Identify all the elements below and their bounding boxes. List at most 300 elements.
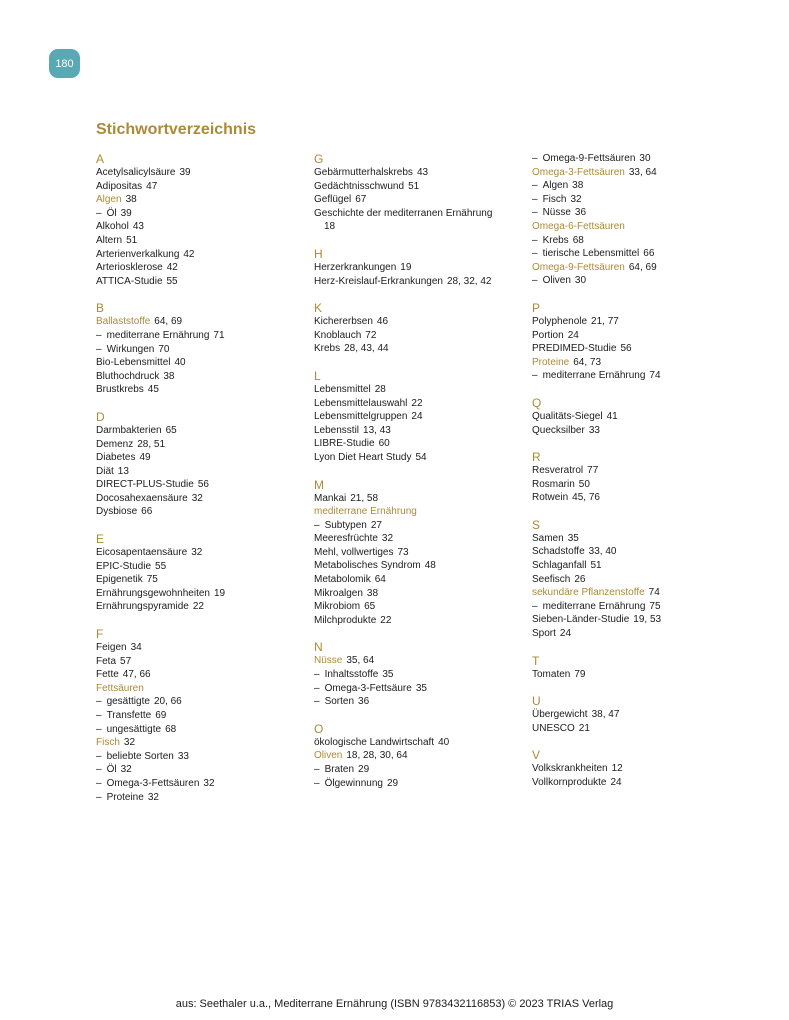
entry-term: Omega-3-Fettsäure — [324, 682, 412, 694]
section-letter: L — [314, 368, 321, 383]
index-subentry — [314, 695, 534, 709]
entry-pages: 65 — [165, 424, 177, 436]
entry-pages: 42 — [183, 248, 195, 260]
entry-term: Bio-Lebensmittel — [96, 357, 171, 369]
entry-term: Lebensmittelauswahl — [314, 397, 408, 409]
entry-pages: 29 — [358, 764, 370, 775]
entry-pages: 36 — [574, 207, 587, 219]
entry-pages: 27 — [370, 519, 382, 531]
index-subentry — [96, 723, 316, 737]
index-entry — [314, 180, 534, 194]
entry-pages: 35 — [415, 682, 427, 694]
entry-term: mediterrane Ernährung — [314, 506, 417, 518]
entry-pages: 56 — [620, 343, 632, 355]
entry-pages: 19, 53 — [633, 614, 662, 626]
entry-term: Metabolomik — [314, 574, 371, 586]
section-letter: G — [314, 152, 324, 166]
entry-pages: 13, 43 — [363, 424, 391, 436]
entry-pages: 26 — [574, 573, 586, 585]
section-letter: T — [532, 653, 540, 668]
index-entry — [314, 587, 534, 601]
entry-pages: 32 — [123, 737, 136, 749]
entry-term: ATTICA-Studie — [96, 275, 163, 287]
index-entry — [532, 762, 752, 776]
index-subentry — [314, 777, 534, 791]
index-entry — [96, 275, 316, 289]
footer-citation: aus: Seethaler u.a., Mediterrane Ernährung (ISBN 9783432116853) © 2023 TRIAS Verlag — [175, 998, 614, 1010]
section-letter: R — [532, 450, 541, 465]
subentry-dash: – — [314, 696, 320, 708]
index-subentry — [96, 763, 316, 777]
entry-term: Subtypen — [324, 519, 367, 531]
entry-term: Arterienverkalkung — [96, 248, 180, 260]
index-subentry — [532, 600, 752, 614]
index-entry — [314, 275, 534, 289]
entry-pages: 68 — [165, 723, 177, 735]
index-section — [532, 396, 752, 437]
index-section — [532, 450, 752, 505]
index-entry — [532, 627, 752, 641]
index-entry — [96, 573, 316, 587]
index-subentry — [96, 750, 316, 764]
subentry-dash: – — [96, 710, 102, 721]
entry-term: Braten — [324, 764, 355, 775]
entry-pages: 28 — [374, 383, 386, 395]
entry-term: sekundäre Pflanzenstoffe — [532, 587, 645, 599]
index-subentry — [532, 234, 752, 248]
index-entry — [96, 248, 316, 262]
index-entry — [96, 560, 316, 574]
entry-pages: 18, 28, 30, 64 — [346, 750, 408, 762]
index-entry — [314, 424, 534, 438]
index-entry — [532, 668, 752, 682]
index-entry — [314, 166, 534, 180]
index-entry — [532, 261, 752, 275]
entry-pages: 55 — [166, 275, 178, 287]
entry-term: ökologische Landwirtschaft — [314, 736, 435, 748]
index-entry — [532, 315, 752, 329]
index-entry — [314, 315, 534, 329]
entry-term: EPIC-Studie — [96, 560, 152, 572]
entry-pages: 64, 69 — [628, 261, 657, 273]
index-entry — [532, 464, 752, 478]
entry-pages: 60 — [378, 438, 390, 450]
section-letter: F — [96, 627, 104, 642]
entry-pages: 55 — [155, 560, 167, 572]
entry-term: Lebensmittelgruppen — [314, 411, 408, 423]
index-entry — [532, 586, 752, 600]
entry-term: Oliven — [314, 750, 343, 762]
entry-term: Bluthochdruck — [96, 370, 160, 382]
entry-term: Nüsse — [542, 207, 571, 219]
subentry-dash: – — [96, 750, 102, 762]
entry-term: Proteine — [106, 791, 144, 803]
entry-term: Mankai — [314, 492, 347, 504]
index-section — [96, 301, 316, 397]
index-entry — [96, 424, 316, 438]
index-entry — [314, 614, 534, 628]
index-entry — [96, 587, 316, 601]
entry-pages: 33, 64 — [628, 166, 657, 178]
index-subentry — [314, 519, 534, 533]
entry-term: Acetylsalicylsäure — [96, 167, 176, 178]
subentry-dash: – — [314, 519, 320, 531]
index-entry — [314, 261, 534, 275]
entry-pages: 24 — [559, 628, 572, 640]
entry-pages: 20, 66 — [153, 696, 182, 708]
entry-term: PREDIMED-Studie — [532, 343, 617, 355]
entry-pages: 33 — [588, 424, 600, 436]
index-entry — [314, 410, 534, 424]
entry-pages: 46 — [376, 316, 389, 328]
section-letter: K — [314, 301, 323, 316]
subentry-dash: – — [532, 600, 538, 612]
entry-term: Fette — [96, 669, 119, 681]
index-entry — [96, 600, 316, 614]
entry-term: Fisch — [542, 193, 567, 205]
page-title: Stichwortverzeichnis — [96, 121, 257, 138]
index-entry — [96, 261, 316, 275]
entry-pages: 29 — [386, 777, 399, 789]
entry-term: Gedächtnisschwund — [314, 180, 405, 192]
entry-pages: 39 — [179, 167, 191, 178]
section-letter: V — [532, 748, 541, 763]
index-section — [314, 640, 534, 708]
entry-term: Mikroalgen — [314, 587, 363, 599]
index-entry — [314, 573, 534, 587]
entry-term: Polyphenole — [532, 315, 588, 327]
entry-term: Seefisch — [532, 573, 571, 585]
index-section — [96, 152, 316, 288]
entry-term: Ballaststoffe — [96, 316, 151, 328]
index-entry — [314, 207, 534, 221]
entry-pages: 74 — [648, 587, 660, 599]
entry-pages: 39 — [120, 207, 132, 219]
index-entry — [314, 654, 534, 668]
entry-pages: 75 — [146, 574, 158, 586]
index-entry — [96, 682, 316, 696]
entry-term: Metabolisches Syndrom — [314, 560, 421, 572]
entry-pages: 49 — [139, 452, 151, 464]
index-section — [532, 748, 752, 789]
index-subentry — [532, 193, 752, 207]
entry-pages: 65 — [364, 601, 376, 613]
entry-term: Brustkrebs — [96, 384, 144, 396]
index-entry — [96, 438, 316, 452]
entry-term: Rosmarin — [532, 478, 575, 490]
index-entry — [532, 424, 752, 438]
entry-term: mediterrane Ernährung — [542, 600, 646, 612]
entry-term: Fisch — [96, 737, 120, 749]
subentry-dash: – — [96, 723, 102, 735]
entry-term: Rotwein — [532, 492, 569, 504]
entry-pages: 30 — [574, 275, 587, 287]
index-entry — [314, 600, 534, 614]
index-entry — [96, 166, 316, 180]
entry-pages: 28, 51 — [137, 438, 166, 450]
entry-pages: 33 — [177, 750, 189, 762]
entry-term: Öl — [106, 207, 117, 219]
index-column-1 — [96, 152, 316, 817]
entry-pages: 38, 47 — [591, 709, 620, 721]
entry-term: Algen — [542, 180, 569, 192]
entry-term: Fettsäuren — [96, 682, 144, 694]
index-entry — [532, 559, 752, 573]
subentry-dash: – — [96, 329, 102, 341]
entry-pages: 70 — [158, 343, 170, 355]
index-entry — [314, 383, 534, 397]
entry-pages: 42 — [166, 262, 178, 274]
entry-term: Oliven — [542, 275, 571, 287]
entry-term: Proteine — [532, 356, 570, 368]
entry-pages: 32 — [191, 547, 203, 559]
index-entry — [96, 668, 316, 682]
subentry-dash: – — [314, 764, 320, 775]
entry-term: Sorten — [324, 696, 355, 708]
index-subentry — [532, 274, 752, 288]
entry-term: Diabetes — [96, 452, 136, 464]
entry-pages: 19 — [213, 587, 226, 599]
entry-term: Qualitäts-Siegel — [532, 410, 603, 422]
entry-term: Diät — [96, 465, 114, 477]
section-letter: B — [96, 301, 105, 316]
index-entry — [532, 545, 752, 559]
entry-term: Darmbakterien — [96, 424, 162, 436]
entry-term: Dysbiose — [96, 506, 138, 518]
index-subentry — [532, 247, 752, 261]
index-entry — [532, 329, 752, 343]
entry-pages: 21, 77 — [591, 315, 619, 327]
entry-pages: 66 — [141, 506, 153, 518]
entry-pages: 32 — [381, 533, 394, 545]
section-letter: S — [532, 517, 541, 532]
index-subentry — [96, 207, 316, 221]
entry-term: Meeresfrüchte — [314, 533, 378, 545]
entry-pages: 66 — [643, 248, 655, 260]
index-section — [314, 301, 534, 356]
entry-pages: 47, 66 — [122, 669, 151, 681]
index-subentry — [96, 791, 316, 805]
entry-pages: 33, 40 — [588, 546, 617, 558]
section-letter: M — [314, 477, 324, 492]
entry-pages: 50 — [578, 478, 590, 490]
section-letter: A — [96, 152, 105, 166]
entry-pages: 41 — [606, 410, 618, 422]
entry-pages: 35 — [567, 532, 579, 544]
entry-term: Vollkornprodukte — [532, 777, 607, 788]
entry-term: Omega-6-Fettsäuren — [532, 220, 625, 232]
entry-term: Demenz — [96, 438, 134, 450]
index-entry — [314, 559, 534, 573]
index-entry — [96, 641, 316, 655]
subentry-dash: – — [314, 777, 320, 789]
index-column-3 — [532, 152, 752, 803]
index-subentry — [532, 179, 752, 193]
subentry-dash: – — [532, 153, 538, 164]
index-entry — [314, 546, 534, 560]
entry-pages: 72 — [365, 329, 377, 341]
index-entry — [96, 546, 316, 560]
entry-term: Omega-3-Fettsäuren — [532, 166, 625, 178]
entry-term: Algen — [96, 194, 122, 206]
entry-term: Omega-9-Fettsäuren — [532, 261, 625, 273]
entry-term: Inhaltsstoffe — [324, 669, 379, 681]
entry-term: Öl — [106, 764, 117, 776]
entry-pages: 38 — [125, 194, 137, 206]
entry-term: Resveratrol — [532, 465, 584, 477]
entry-term: Altern — [96, 234, 123, 246]
entry-pages: 36 — [358, 696, 370, 708]
entry-term: Quecksilber — [532, 424, 585, 436]
index-entry — [532, 708, 752, 722]
subentry-dash: – — [96, 764, 102, 776]
index-section — [314, 369, 534, 465]
index-section — [314, 247, 534, 288]
entry-term: Mehl, vollwertiges — [314, 546, 394, 558]
subentry-dash: – — [96, 696, 102, 708]
index-section — [532, 654, 752, 682]
entry-pages: 38 — [572, 180, 584, 192]
entry-term: Epigenetik — [96, 574, 143, 586]
index-entry — [96, 315, 316, 329]
entry-term: Sport — [532, 628, 556, 640]
page-number-badge: 180 — [49, 49, 80, 78]
entry-term: Knoblauch — [314, 329, 362, 341]
index-section — [532, 694, 752, 735]
index-entry — [532, 722, 752, 736]
entry-pages: 38 — [163, 370, 175, 382]
subentry-dash: – — [96, 207, 102, 219]
index-entry — [96, 180, 316, 194]
index-section — [96, 627, 316, 804]
entry-term: Krebs — [314, 343, 341, 355]
subentry-dash: – — [314, 682, 320, 694]
index-entry — [532, 220, 752, 234]
subentry-dash: – — [96, 777, 102, 789]
index-subentry — [96, 777, 316, 791]
entry-term: mediterrane Ernährung — [106, 329, 210, 341]
index-entry — [532, 356, 752, 370]
index-entry — [96, 356, 316, 370]
entry-pages: 54 — [415, 451, 427, 463]
entry-pages: 47 — [146, 180, 158, 192]
entry-term: Omega-9-Fettsäuren — [542, 153, 636, 164]
entry-term: LIBRE-Studie — [314, 438, 375, 450]
entry-pages: 35, 64 — [346, 655, 375, 667]
entry-term: Übergewicht — [532, 709, 588, 721]
entry-pages: 24 — [567, 329, 579, 341]
index-section — [532, 518, 752, 641]
index-subentry — [532, 369, 752, 383]
section-letter: P — [532, 300, 541, 315]
entry-term: Wirkungen — [106, 343, 155, 355]
index-subentry — [532, 152, 752, 166]
entry-term: Mikrobiom — [314, 601, 361, 613]
entry-pages: 68 — [572, 234, 584, 246]
index-entry — [532, 410, 752, 424]
entry-term: Kichererbsen — [314, 316, 373, 328]
entry-pages: 69 — [155, 710, 167, 721]
index-section — [532, 301, 752, 383]
entry-term: ungesättigte — [106, 723, 162, 735]
index-entry — [96, 451, 316, 465]
entry-pages: 51 — [408, 180, 420, 192]
entry-term: Herzerkrankungen — [314, 261, 397, 273]
index-section — [314, 722, 534, 790]
index-subentry — [96, 695, 316, 709]
entry-term: Geflügel — [314, 194, 352, 206]
subentry-dash: – — [314, 669, 320, 681]
index-entry — [314, 397, 534, 411]
subentry-dash: – — [532, 207, 538, 219]
subentry-dash: – — [96, 791, 102, 803]
index-entry — [96, 492, 316, 506]
entry-pages: 73 — [397, 546, 409, 558]
index-entry — [532, 478, 752, 492]
entry-pages: 64, 69 — [154, 316, 183, 328]
entry-pages: 64 — [374, 574, 386, 586]
index-subentry — [96, 343, 316, 357]
entry-pages: 18 — [324, 221, 336, 233]
subentry-dash: – — [532, 180, 538, 192]
index-entry — [96, 465, 316, 479]
entry-pages: 57 — [120, 655, 132, 667]
index-entry — [96, 234, 316, 248]
entry-term: Eicosapentaensäure — [96, 547, 188, 559]
entry-pages: 22 — [192, 601, 204, 613]
section-letter: E — [96, 532, 105, 547]
entry-term: mediterrane Ernährung — [542, 370, 646, 382]
entry-term: Geschichte der mediterranen Ernährung — [314, 207, 493, 219]
index-entry — [532, 613, 752, 627]
index-entry — [532, 532, 752, 546]
entry-pages: 51 — [590, 560, 602, 572]
entry-pages: 40 — [438, 736, 450, 748]
index-entry — [314, 736, 534, 750]
index-entry — [314, 749, 534, 763]
index-entry — [314, 451, 534, 465]
index-section — [314, 152, 534, 234]
entry-pages: 32 — [570, 193, 582, 205]
index-entry — [532, 491, 752, 505]
entry-pages: 21, 58 — [350, 492, 379, 504]
entry-pages: 24 — [411, 411, 423, 423]
subentry-dash: – — [532, 370, 538, 382]
index-entry — [314, 532, 534, 546]
entry-pages: 71 — [213, 329, 225, 341]
entry-term: Samen — [532, 532, 564, 544]
entry-pages: 43 — [132, 221, 144, 233]
entry-term: Ernährungsgewohnheiten — [96, 587, 210, 599]
entry-pages: 48 — [424, 560, 436, 572]
entry-pages: 32 — [120, 764, 132, 776]
entry-pages: 22 — [380, 614, 392, 626]
section-letter: N — [314, 640, 323, 655]
index-subentry — [314, 763, 534, 777]
index-section — [96, 532, 316, 614]
entry-term: beliebte Sorten — [106, 750, 174, 762]
entry-pages: 21 — [578, 722, 590, 734]
entry-term: Volkskrankheiten — [532, 763, 608, 775]
index-entry — [314, 505, 534, 519]
entry-term: Alkohol — [96, 221, 129, 233]
index-subentry — [96, 709, 316, 723]
entry-term: Lyon Diet Heart Study — [314, 451, 412, 463]
index-subentry — [314, 682, 534, 696]
entry-term: Lebensmittel — [314, 383, 371, 395]
entry-pages: 77 — [587, 465, 599, 477]
entry-term: Tomaten — [532, 668, 571, 680]
